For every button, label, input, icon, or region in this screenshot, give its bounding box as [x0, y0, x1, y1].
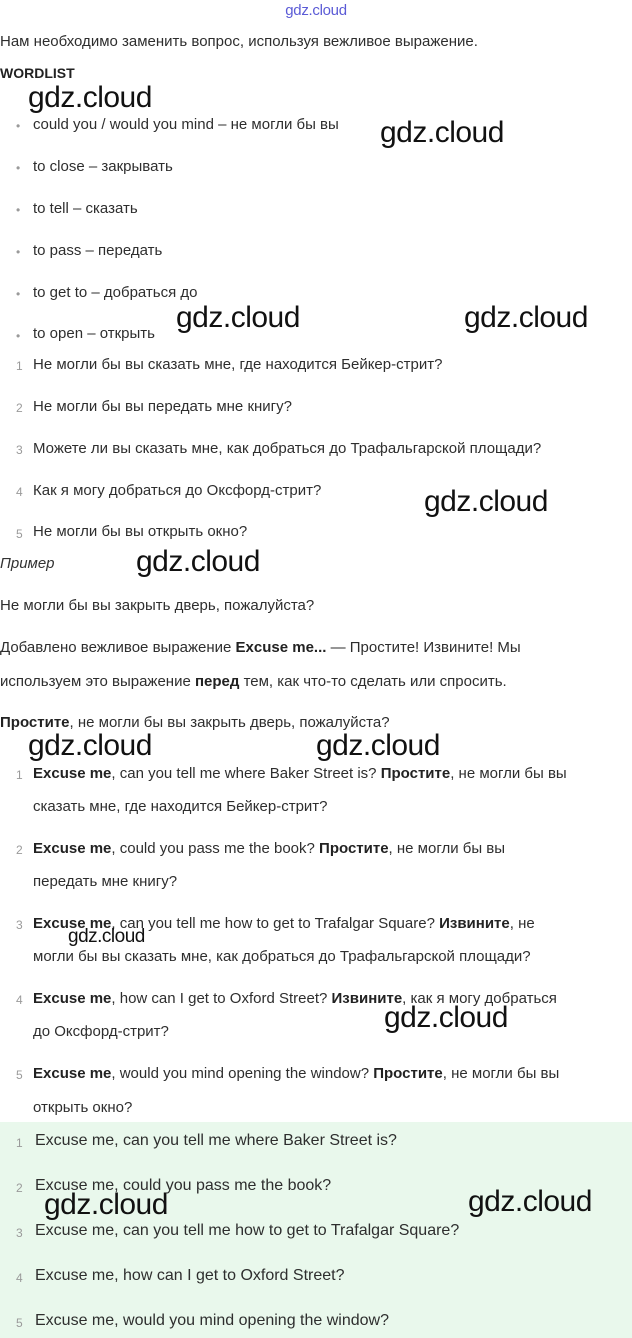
explained-line-cont: передать мне книгу? — [33, 873, 178, 890]
question-number: 2 — [16, 401, 23, 415]
question-text: Не могли бы вы передать мне книгу? — [33, 398, 292, 415]
example-explanation-line-2 — [0, 673, 507, 690]
ru-bold: Извините — [331, 990, 403, 1007]
ru-bold: Простите — [380, 765, 451, 782]
intro-text: Нам необходимо заменить вопрос, используя вежливое выражение. — [0, 33, 478, 50]
ru-bold: Простите — [319, 840, 389, 857]
wordlist-item: to open – открыть — [33, 325, 155, 342]
en-bold: Excuse me — [33, 840, 112, 857]
watermark: gdz.cloud — [468, 1185, 592, 1218]
ru-bold: Простите — [373, 1065, 443, 1082]
bullet-icon: • — [16, 245, 21, 259]
explained-line-cont: сказать мне, где находится Бейкер-стрит? — [33, 798, 328, 815]
bullet-icon: • — [16, 119, 21, 133]
answer-number: 3 — [16, 1226, 23, 1240]
wordlist-item: to get to – добраться до — [33, 284, 198, 301]
bullet-icon: • — [16, 161, 21, 175]
question-text: Можете ли вы сказать мне, как добраться до Трафальгарской площади? — [33, 440, 542, 457]
explained-number: 2 — [16, 843, 23, 857]
question-number: 3 — [16, 443, 23, 457]
answer-number: 2 — [16, 1181, 23, 1195]
answer-number: 1 — [16, 1136, 23, 1150]
en-bold: Excuse me — [33, 1065, 112, 1082]
answer-text: Excuse me, could you pass me the book? — [35, 1177, 332, 1194]
en-text: , could you pass me the book? — [111, 840, 320, 857]
watermark: gdz.cloud — [380, 116, 504, 149]
question-number: 5 — [16, 527, 23, 541]
explained-number: 4 — [16, 993, 23, 1007]
top-watermark: gdz.cloud — [285, 2, 347, 19]
example-sentence: Не могли бы вы закрыть дверь, пожалуйста? — [0, 597, 315, 614]
expl-text: используем это выражение — [0, 673, 195, 690]
bullet-icon: • — [16, 329, 21, 343]
en-text: , how can I get to Oxford Street? — [111, 990, 332, 1007]
answer-text: Excuse me, would you mind opening the window? — [35, 1312, 389, 1329]
explained-line — [33, 1065, 559, 1082]
expl-text: — Простите! Извините! Мы — [326, 639, 521, 656]
question-text: Как я могу добраться до Оксфорд-стрит? — [33, 482, 322, 499]
example-explanation-line-1 — [0, 639, 521, 656]
answer-text: Excuse me, can you tell me where Baker Street is? — [35, 1132, 397, 1149]
ru-text: , не могли бы вы — [442, 1065, 560, 1082]
en-text: , can you tell me how to get to Trafalgar Square? — [111, 915, 440, 932]
explained-line-cont: открыть окно? — [33, 1099, 133, 1116]
bullet-icon: • — [16, 203, 21, 217]
wordlist-item: to tell – сказать — [33, 200, 138, 217]
ru-bold: Извините — [439, 915, 510, 932]
wordlist-item: could you / would you mind – не могли бы вы — [33, 116, 339, 133]
question-text: Не могли бы вы сказать мне, где находится Бейкер-стрит? — [33, 356, 443, 373]
wordlist-item: to pass – передать — [33, 242, 163, 259]
question-number: 4 — [16, 485, 23, 499]
explained-line-cont: могли бы вы сказать мне, как добраться до Трафальгарской площади? — [33, 948, 531, 965]
expl-text: Добавлено вежливое выражение — [0, 639, 236, 656]
en-bold: Excuse me — [33, 765, 112, 782]
watermark: gdz.cloud — [384, 1001, 508, 1034]
question-text: Не могли бы вы открыть окно? — [33, 523, 248, 540]
watermark: gdz.cloud — [28, 729, 152, 762]
watermark: gdz.cloud — [68, 926, 145, 947]
ru-text: , не могли бы вы — [388, 840, 506, 857]
answer-number: 4 — [16, 1271, 23, 1285]
en-text: , can you tell me where Baker Street is? — [111, 765, 381, 782]
explained-number: 1 — [16, 768, 23, 782]
watermark: gdz.cloud — [176, 301, 300, 334]
ru-text: , как я могу добраться — [402, 990, 557, 1007]
watermark: gdz.cloud — [136, 545, 260, 578]
expl-bold-word: перед — [194, 673, 240, 690]
explained-line — [33, 840, 505, 857]
watermark: gdz.cloud — [316, 729, 440, 762]
answer-text: Excuse me, can you tell me how to get to Trafalgar Square? — [35, 1222, 460, 1239]
explained-line-cont: до Оксфорд-стрит? — [33, 1023, 169, 1040]
answer-number: 5 — [16, 1316, 23, 1330]
wordlist-title: WORDLIST — [0, 65, 75, 81]
result-text: , не могли бы вы закрыть дверь, пожалуйста? — [69, 714, 390, 731]
explained-line — [33, 765, 567, 782]
ru-text: , не могли бы вы — [450, 765, 567, 782]
expl-text: тем, как что-то сделать или спросить. — [239, 673, 507, 690]
en-bold: Excuse me — [33, 915, 112, 932]
watermark: gdz.cloud — [424, 485, 548, 518]
explained-number: 3 — [16, 918, 23, 932]
explained-number: 5 — [16, 1068, 23, 1082]
ru-text: , не — [509, 915, 535, 932]
en-bold: Excuse me — [33, 990, 112, 1007]
en-text: , would you mind opening the window? — [111, 1065, 374, 1082]
watermark: gdz.cloud — [44, 1188, 168, 1221]
expl-bold-phrase: Excuse me... — [235, 639, 327, 656]
wordlist-item: to close – закрывать — [33, 158, 173, 175]
example-title: Пример — [0, 555, 55, 572]
result-bold: Простите — [0, 714, 70, 731]
bullet-icon: • — [16, 287, 21, 301]
watermark: gdz.cloud — [464, 301, 588, 334]
answer-text: Excuse me, how can I get to Oxford Street? — [35, 1267, 345, 1284]
watermark: gdz.cloud — [28, 81, 152, 114]
question-number: 1 — [16, 359, 23, 373]
